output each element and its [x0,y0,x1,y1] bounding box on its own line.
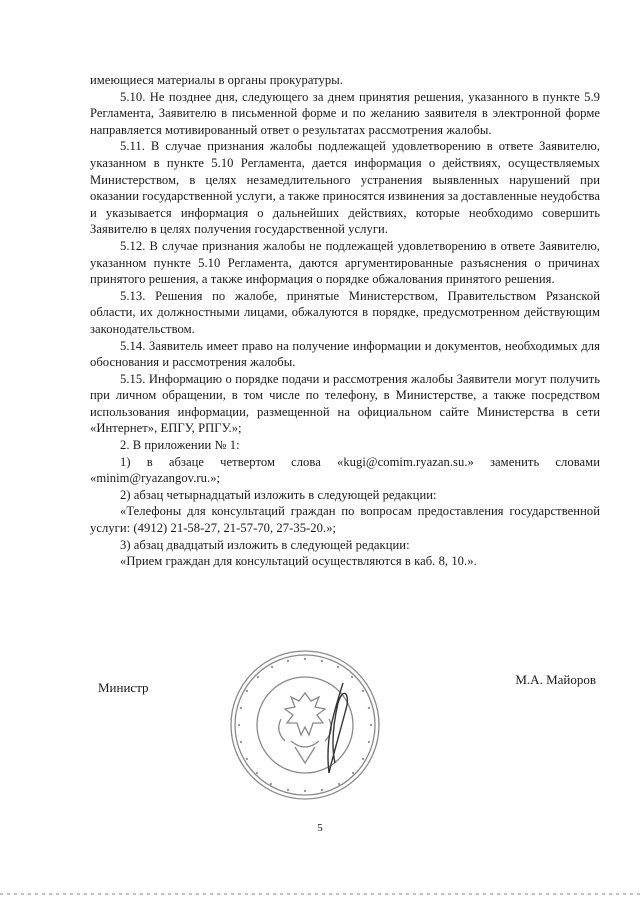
paragraph-quote-reception: «Прием граждан для консультаций осуществляются в каб. 8, 10.». [120,554,477,569]
paragraph-subitem-1: 1) в абзаце четвертом слова «kugi@comim.ryazan.su.» заменить словами «minim@ryazangov.ru.»; [90,454,600,486]
paragraph-5-15: 5.15. Информацию о порядке подачи и рассмотрения жалобы Заявители могут получить при личном обращении, в том числе по телефону, в Министерстве, а также посредством использования информации, размещенной на официальном сайте Министерства в сети «Интернет», ЕПГУ, РПГУ.»; [90,371,600,436]
paragraph-5-10: 5.10. Не позднее дня, следующего за днем принятия решения, указанного в пункте 5.9 Регламента, Заявителю в письменной форме и по желанию заявителя в электронной форме направляется мотивированный ответ о результатах рассмотрения жалобы. [90,89,600,137]
body-text [90,72,600,570]
paragraph-5-13: 5.13. Решения по жалобе, принятые Министерством, Правительством Рязанской области, их должностными лицами, обжалуются в порядке, предусмотренном действующим законодательством. [90,288,600,336]
scan-edge-divider [0,893,640,895]
paragraph-5-11: 5.11. В случае признания жалобы подлежащей удовлетворению в ответе Заявителю, указанном в пункте 5.10 Регламента, дается информация о действиях, осуществляемых Министерством, в целях незамедлительного устранения выявленных нарушений при оказании государственной услуги, а также приносятся извинения за доставленные неудобства и указывается информация о дальнейших действиях, которые необходимо совершить Заявителю в целях получения государственной услуги. [90,139,600,237]
paragraph-continuation: имеющиеся материалы в органы прокуратуры. [90,73,343,87]
official-seal-icon [225,645,385,805]
paragraph-subitem-3: 3) абзац двадцатый изложить в следующей редакции: [120,537,410,552]
signatory-name: М.А. Майоров [515,672,596,687]
signature-block [90,670,600,790]
paragraph-subitem-2: 2) абзац четырнадцатый изложить в следующей редакции: [120,487,437,502]
page-number: 5 [317,822,323,834]
paragraph-item-2: 2. В приложении № 1: [120,438,240,453]
paragraph-5-14: 5.14. Заявитель имеет право на получение информации и документов, необходимых для обоснования и рассмотрения жалобы. [90,338,600,370]
signatory-role: Министр [98,680,149,695]
paragraph-quote-phones: «Телефоны для консультаций граждан по вопросам предоставления государственной услуги: (4912) 21-58-27, 21-57-70, 27-35-20.»; [90,504,600,536]
paragraph-5-12: 5.12. В случае признания жалобы не подлежащей удовлетворению в ответе Заявителю, указанном пункте 5.10 Регламента, даются аргументированные разъяснения о причинах принятого решения, а также информация о порядке обжалования принятого решения. [90,238,600,287]
